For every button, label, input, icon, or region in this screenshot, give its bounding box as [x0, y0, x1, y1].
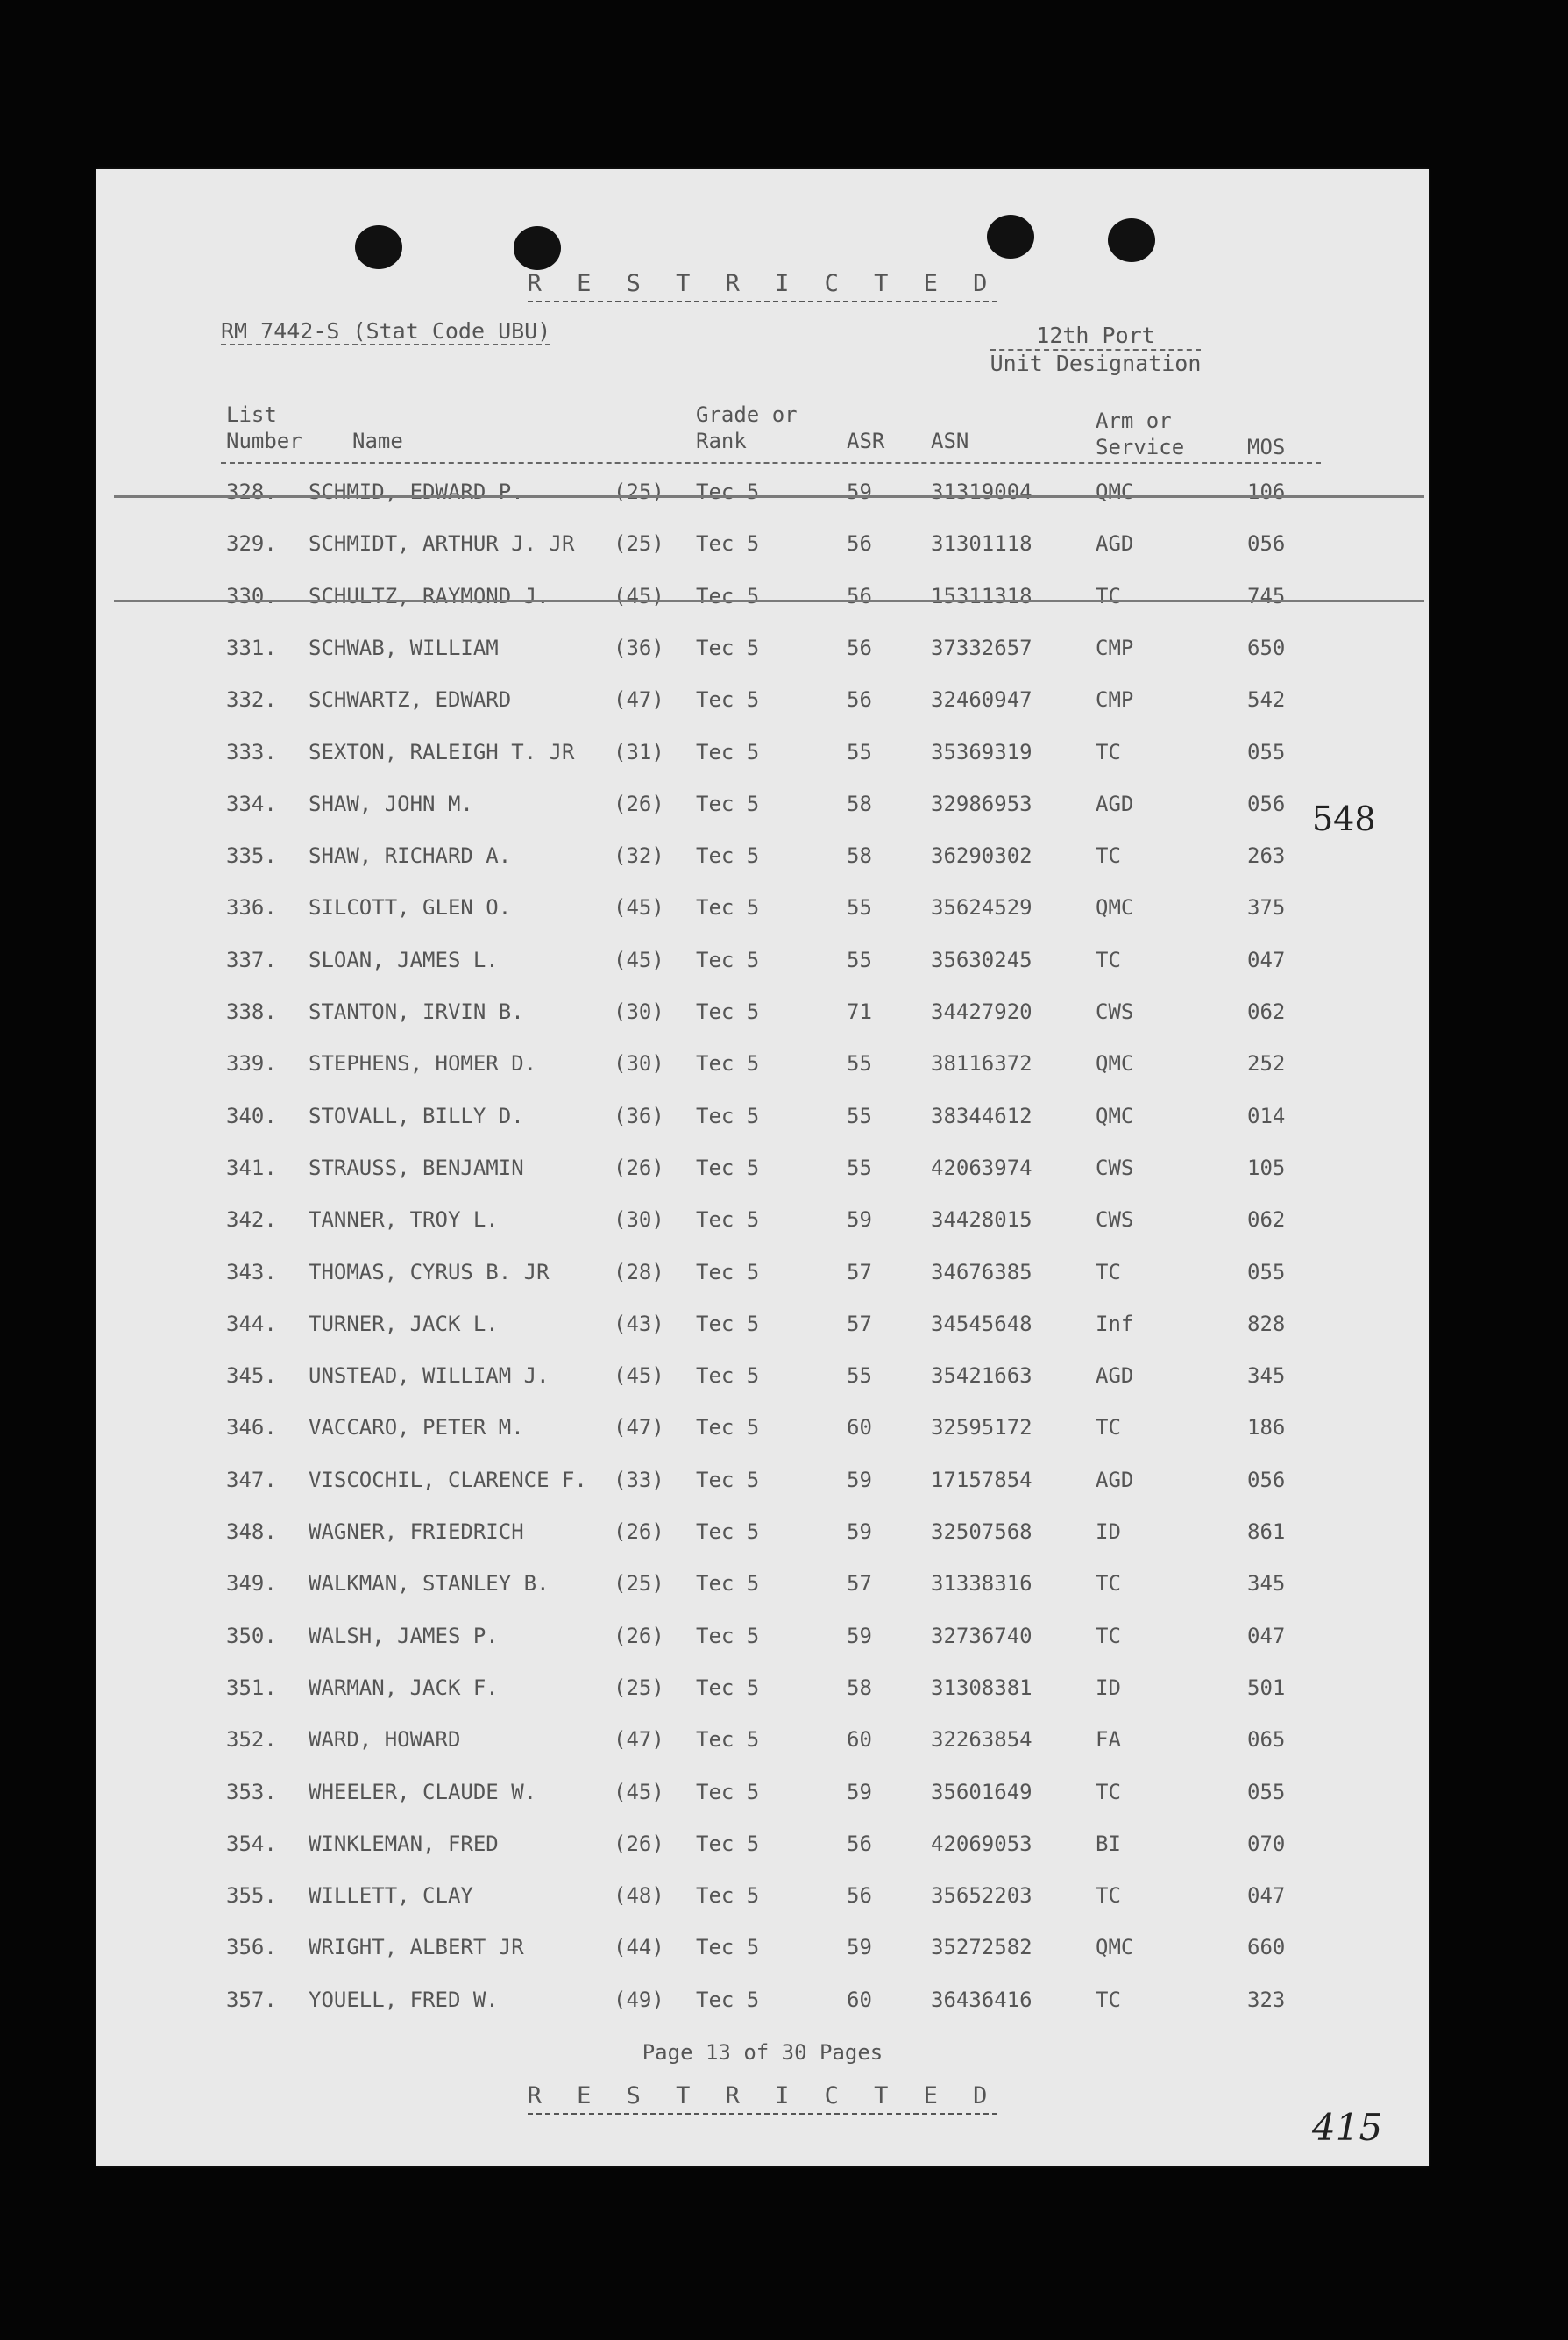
cell-name: STOVALL, BILLY D.: [309, 1104, 524, 1128]
cell-num: 338.: [226, 999, 277, 1024]
cell-mos: 861: [1247, 1519, 1286, 1544]
cell-asr: 55: [847, 1156, 872, 1180]
cell-asr: 59: [847, 1468, 872, 1492]
cell-mos: 501: [1247, 1675, 1286, 1700]
cell-name: STRAUSS, BENJAMIN: [309, 1156, 524, 1180]
cell-mos: 055: [1247, 740, 1286, 765]
cell-mos: 056: [1247, 531, 1286, 556]
cell-asn: 32263854: [931, 1727, 1032, 1752]
cell-num: 335.: [226, 843, 277, 868]
header-divider: [221, 462, 1321, 464]
cell-arm: TC: [1096, 1624, 1121, 1648]
cell-num: 352.: [226, 1727, 277, 1752]
column-header-asn: ASN: [931, 429, 969, 453]
cell-arm: QMC: [1096, 1935, 1134, 1959]
table-row: [96, 944, 1429, 979]
cell-num: 343.: [226, 1260, 277, 1284]
table-row: [96, 1152, 1429, 1187]
cell-arm: AGD: [1096, 1363, 1134, 1388]
cell-arm: QMC: [1096, 1104, 1134, 1128]
cell-asn: 35652203: [931, 1883, 1032, 1908]
cell-grade: Tec 5: [696, 1468, 760, 1492]
cell-asr: 55: [847, 895, 872, 920]
cell-age: (25): [614, 1675, 664, 1700]
cell-num: 328.: [226, 480, 277, 504]
cell-mos: 014: [1247, 1104, 1286, 1128]
cell-name: SCHMIDT, ARTHUR J. JR: [309, 531, 575, 556]
cell-asn: 34428015: [931, 1207, 1032, 1232]
cell-arm: CMP: [1096, 636, 1134, 660]
cell-arm: FA: [1096, 1727, 1121, 1752]
table-row: [96, 1672, 1429, 1707]
cell-asn: 36436416: [931, 1988, 1032, 2012]
cell-num: 340.: [226, 1104, 277, 1128]
strikethrough-line: [114, 600, 1424, 602]
cell-asn: 34545648: [931, 1312, 1032, 1336]
unit-name: 12th Port: [1036, 323, 1155, 348]
cell-mos: 055: [1247, 1780, 1286, 1804]
cell-num: 337.: [226, 948, 277, 972]
cell-asn: 32507568: [931, 1519, 1032, 1544]
cell-arm: TC: [1096, 1883, 1121, 1908]
cell-grade: Tec 5: [696, 1363, 760, 1388]
cell-name: VISCOCHIL, CLARENCE F.: [309, 1468, 587, 1492]
handwritten-page-number: 415: [1312, 2106, 1383, 2149]
margin-stamp-number: 548: [1312, 800, 1376, 838]
cell-arm: ID: [1096, 1675, 1121, 1700]
table-row: [96, 1100, 1429, 1135]
cell-num: 345.: [226, 1363, 277, 1388]
cell-asn: 35630245: [931, 948, 1032, 972]
cell-name: SCHWARTZ, EDWARD: [309, 687, 512, 712]
cell-num: 329.: [226, 531, 277, 556]
cell-grade: Tec 5: [696, 1727, 760, 1752]
table-row: [96, 996, 1429, 1031]
cell-num: 339.: [226, 1051, 277, 1076]
cell-grade: Tec 5: [696, 948, 760, 972]
cell-num: 350.: [226, 1624, 277, 1648]
unit-designation-block: [964, 323, 1227, 377]
cell-num: 356.: [226, 1935, 277, 1959]
cell-asn: 32460947: [931, 687, 1032, 712]
cell-arm: ID: [1096, 1519, 1121, 1544]
table-row: [96, 1360, 1429, 1395]
cell-grade: Tec 5: [696, 531, 760, 556]
cell-grade: Tec 5: [696, 1571, 760, 1596]
cell-grade: Tec 5: [696, 1260, 760, 1284]
cell-arm: TC: [1096, 1780, 1121, 1804]
table-row: [96, 892, 1429, 927]
cell-asr: 56: [847, 687, 872, 712]
cell-asn: 31338316: [931, 1571, 1032, 1596]
cell-asr: 56: [847, 1831, 872, 1856]
cell-age: (45): [614, 948, 664, 972]
cell-age: (33): [614, 1468, 664, 1492]
cell-grade: Tec 5: [696, 843, 760, 868]
cell-num: 344.: [226, 1312, 277, 1336]
cell-asn: 35601649: [931, 1780, 1032, 1804]
cell-mos: 345: [1247, 1571, 1286, 1596]
table-row: [96, 1204, 1429, 1239]
cell-grade: Tec 5: [696, 895, 760, 920]
cell-num: 346.: [226, 1415, 277, 1440]
table-row: [96, 840, 1429, 875]
cell-num: 333.: [226, 740, 277, 765]
cell-name: SHAW, JOHN M.: [309, 792, 473, 816]
cell-mos: 056: [1247, 1468, 1286, 1492]
cell-mos: 375: [1247, 895, 1286, 920]
cell-mos: 828: [1247, 1312, 1286, 1336]
punch-hole: [1108, 218, 1155, 262]
cell-age: (32): [614, 843, 664, 868]
cell-asn: 42063974: [931, 1156, 1032, 1180]
cell-asr: 59: [847, 1780, 872, 1804]
cell-grade: Tec 5: [696, 1051, 760, 1076]
cell-num: 341.: [226, 1156, 277, 1180]
cell-asr: 57: [847, 1571, 872, 1596]
cell-asr: 55: [847, 740, 872, 765]
cell-grade: Tec 5: [696, 1988, 760, 2012]
cell-arm: TC: [1096, 1571, 1121, 1596]
cell-name: WALKMAN, STANLEY B.: [309, 1571, 550, 1596]
cell-name: SCHMID, EDWARD P.: [309, 480, 524, 504]
cell-arm: BI: [1096, 1831, 1121, 1856]
cell-asr: 57: [847, 1260, 872, 1284]
cell-asn: 37332657: [931, 636, 1032, 660]
cell-asr: 59: [847, 1935, 872, 1959]
column-header-grade: Grade or Rank: [696, 402, 798, 453]
cell-grade: Tec 5: [696, 1675, 760, 1700]
cell-asr: 60: [847, 1415, 872, 1440]
table-row: [96, 1984, 1429, 2019]
cell-mos: 047: [1247, 1883, 1286, 1908]
cell-age: (45): [614, 1780, 664, 1804]
table-row: [96, 1464, 1429, 1499]
cell-arm: AGD: [1096, 531, 1134, 556]
punch-hole: [355, 225, 402, 269]
cell-name: SLOAN, JAMES L.: [309, 948, 499, 972]
cell-asr: 59: [847, 1207, 872, 1232]
cell-asr: 56: [847, 584, 872, 608]
cell-num: 353.: [226, 1780, 277, 1804]
cell-asn: 32736740: [931, 1624, 1032, 1648]
cell-arm: TC: [1096, 584, 1121, 608]
table-row: [96, 1776, 1429, 1811]
cell-mos: 542: [1247, 687, 1286, 712]
table-row: [96, 788, 1429, 823]
cell-name: YOUELL, FRED W.: [309, 1988, 499, 2012]
cell-asr: 59: [847, 1519, 872, 1544]
cell-asr: 55: [847, 1363, 872, 1388]
cell-asn: 35421663: [931, 1363, 1032, 1388]
cell-asr: 59: [847, 1624, 872, 1648]
cell-grade: Tec 5: [696, 1831, 760, 1856]
table-row: [96, 1256, 1429, 1291]
cell-age: (45): [614, 1363, 664, 1388]
cell-age: (26): [614, 1831, 664, 1856]
cell-age: (25): [614, 480, 664, 504]
cell-num: 336.: [226, 895, 277, 920]
cell-asn: 34676385: [931, 1260, 1032, 1284]
cell-name: WHEELER, CLAUDE W.: [309, 1780, 537, 1804]
cell-asn: 31301118: [931, 531, 1032, 556]
cell-name: STEPHENS, HOMER D.: [309, 1051, 537, 1076]
cell-asr: 56: [847, 1883, 872, 1908]
cell-mos: 186: [1247, 1415, 1286, 1440]
cell-num: 348.: [226, 1519, 277, 1544]
cell-arm: TC: [1096, 1988, 1121, 2012]
cell-grade: Tec 5: [696, 1312, 760, 1336]
classification-footer: R E S T R I C T E D: [96, 2082, 1429, 2109]
table-row: [96, 580, 1429, 615]
table-row: [96, 476, 1429, 511]
table-row: [96, 1412, 1429, 1447]
cell-name: SEXTON, RALEIGH T. JR: [309, 740, 575, 765]
cell-asr: 55: [847, 1104, 872, 1128]
cell-num: 334.: [226, 792, 277, 816]
cell-mos: 105: [1247, 1156, 1286, 1180]
cell-asn: 31308381: [931, 1675, 1032, 1700]
cell-age: (49): [614, 1988, 664, 2012]
cell-num: 349.: [226, 1571, 277, 1596]
cell-asr: 55: [847, 948, 872, 972]
cell-num: 347.: [226, 1468, 277, 1492]
cell-age: (25): [614, 531, 664, 556]
cell-mos: 047: [1247, 948, 1286, 972]
column-header-list-number: List Number: [226, 402, 302, 453]
cell-asr: 55: [847, 1051, 872, 1076]
cell-arm: CWS: [1096, 1156, 1134, 1180]
strikethrough-line: [114, 495, 1424, 498]
page-number: Page 13 of 30 Pages: [642, 2040, 883, 2065]
cell-mos: 323: [1247, 1988, 1286, 2012]
cell-num: 330.: [226, 584, 277, 608]
cell-age: (47): [614, 1727, 664, 1752]
cell-mos: 252: [1247, 1051, 1286, 1076]
cell-mos: 062: [1247, 1207, 1286, 1232]
cell-asn: 31319004: [931, 480, 1032, 504]
cell-name: STANTON, IRVIN B.: [309, 999, 524, 1024]
cell-mos: 745: [1247, 584, 1286, 608]
cell-num: 331.: [226, 636, 277, 660]
cell-name: UNSTEAD, WILLIAM J.: [309, 1363, 550, 1388]
cell-asn: 15311318: [931, 584, 1032, 608]
cell-age: (45): [614, 584, 664, 608]
cell-name: TANNER, TROY L.: [309, 1207, 499, 1232]
punch-hole: [987, 215, 1034, 259]
cell-arm: QMC: [1096, 480, 1134, 504]
cell-age: (26): [614, 1624, 664, 1648]
unit-designation-label: Unit Designation: [990, 351, 1202, 376]
cell-age: (31): [614, 740, 664, 765]
form-code: RM 7442-S (Stat Code UBU): [221, 318, 551, 344]
cell-age: (26): [614, 1519, 664, 1544]
cell-asr: 58: [847, 1675, 872, 1700]
table-row: [96, 1568, 1429, 1603]
cell-age: (30): [614, 1207, 664, 1232]
cell-mos: 055: [1247, 1260, 1286, 1284]
cell-name: SILCOTT, GLEN O.: [309, 895, 512, 920]
cell-name: WINKLEMAN, FRED: [309, 1831, 499, 1856]
cell-grade: Tec 5: [696, 1519, 760, 1544]
cell-num: 354.: [226, 1831, 277, 1856]
table-row: [96, 684, 1429, 719]
cell-name: WARD, HOWARD: [309, 1727, 461, 1752]
cell-asr: 59: [847, 480, 872, 504]
cell-arm: CWS: [1096, 1207, 1134, 1232]
cell-asn: 17157854: [931, 1468, 1032, 1492]
cell-age: (25): [614, 1571, 664, 1596]
cell-asn: 35272582: [931, 1935, 1032, 1959]
table-row: [96, 736, 1429, 772]
cell-arm: Inf: [1096, 1312, 1134, 1336]
cell-name: VACCARO, PETER M.: [309, 1415, 524, 1440]
cell-age: (30): [614, 999, 664, 1024]
cell-asn: 35369319: [931, 740, 1032, 765]
cell-asr: 56: [847, 531, 872, 556]
table-row: [96, 1880, 1429, 1915]
cell-grade: Tec 5: [696, 636, 760, 660]
cell-name: WALSH, JAMES P.: [309, 1624, 499, 1648]
cell-mos: 065: [1247, 1727, 1286, 1752]
cell-grade: Tec 5: [696, 740, 760, 765]
cell-name: WRIGHT, ALBERT JR: [309, 1935, 524, 1959]
cell-num: 351.: [226, 1675, 277, 1700]
cell-asn: 34427920: [931, 999, 1032, 1024]
cell-age: (26): [614, 792, 664, 816]
cell-asn: 38344612: [931, 1104, 1032, 1128]
cell-age: (43): [614, 1312, 664, 1336]
table-row: [96, 1724, 1429, 1759]
cell-mos: 650: [1247, 636, 1286, 660]
cell-mos: 062: [1247, 999, 1286, 1024]
cell-grade: Tec 5: [696, 999, 760, 1024]
cell-arm: TC: [1096, 740, 1121, 765]
cell-asr: 56: [847, 636, 872, 660]
cell-arm: AGD: [1096, 792, 1134, 816]
cell-arm: AGD: [1096, 1468, 1134, 1492]
cell-age: (48): [614, 1883, 664, 1908]
cell-grade: Tec 5: [696, 1104, 760, 1128]
cell-num: 342.: [226, 1207, 277, 1232]
cell-arm: TC: [1096, 1415, 1121, 1440]
cell-asn: 38116372: [931, 1051, 1032, 1076]
cell-asn: 42069053: [931, 1831, 1032, 1856]
cell-name: TURNER, JACK L.: [309, 1312, 499, 1336]
cell-age: (45): [614, 895, 664, 920]
cell-asr: 57: [847, 1312, 872, 1336]
cell-asr: 58: [847, 843, 872, 868]
punch-hole: [514, 226, 561, 270]
cell-asr: 71: [847, 999, 872, 1024]
cell-age: (28): [614, 1260, 664, 1284]
table-row: [96, 1516, 1429, 1551]
cell-grade: Tec 5: [696, 1415, 760, 1440]
table-row: [96, 1931, 1429, 1967]
cell-arm: QMC: [1096, 1051, 1134, 1076]
cell-asn: 35624529: [931, 895, 1032, 920]
cell-num: 357.: [226, 1988, 277, 2012]
cell-mos: 047: [1247, 1624, 1286, 1648]
cell-arm: TC: [1096, 843, 1121, 868]
cell-mos: 070: [1247, 1831, 1286, 1856]
cell-mos: 660: [1247, 1935, 1286, 1959]
document-page: [96, 169, 1429, 2166]
cell-name: WILLETT, CLAY: [309, 1883, 473, 1908]
cell-asn: 32595172: [931, 1415, 1032, 1440]
cell-arm: TC: [1096, 948, 1121, 972]
cell-arm: QMC: [1096, 895, 1134, 920]
cell-name: SCHULTZ, RAYMOND J.: [309, 584, 550, 608]
table-row: [96, 1620, 1429, 1655]
table-row: [96, 528, 1429, 563]
cell-mos: 263: [1247, 843, 1286, 868]
cell-age: (44): [614, 1935, 664, 1959]
cell-age: (36): [614, 1104, 664, 1128]
cell-grade: Tec 5: [696, 792, 760, 816]
cell-asr: 60: [847, 1727, 872, 1752]
cell-num: 355.: [226, 1883, 277, 1908]
column-header-arm-or-service: Arm or Service: [1096, 409, 1185, 459]
cell-name: SHAW, RICHARD A.: [309, 843, 512, 868]
cell-age: (47): [614, 1415, 664, 1440]
cell-grade: Tec 5: [696, 1883, 760, 1908]
cell-age: (36): [614, 636, 664, 660]
cell-num: 332.: [226, 687, 277, 712]
cell-name: SCHWAB, WILLIAM: [309, 636, 499, 660]
column-header-mos: MOS: [1247, 435, 1286, 459]
cell-grade: Tec 5: [696, 480, 760, 504]
column-header-asr: ASR: [847, 429, 885, 453]
cell-arm: TC: [1096, 1260, 1121, 1284]
cell-asr: 58: [847, 792, 872, 816]
cell-grade: Tec 5: [696, 584, 760, 608]
cell-name: WARMAN, JACK F.: [309, 1675, 499, 1700]
cell-asn: 32986953: [931, 792, 1032, 816]
table-row: [96, 1048, 1429, 1083]
classification-header: R E S T R I C T E D: [96, 270, 1429, 297]
cell-mos: 106: [1247, 480, 1286, 504]
cell-mos: 345: [1247, 1363, 1286, 1388]
cell-arm: CMP: [1096, 687, 1134, 712]
column-header-name: Name: [352, 429, 403, 453]
cell-age: (30): [614, 1051, 664, 1076]
cell-asn: 36290302: [931, 843, 1032, 868]
cell-asr: 60: [847, 1988, 872, 2012]
cell-mos: 056: [1247, 792, 1286, 816]
cell-age: (47): [614, 687, 664, 712]
cell-age: (26): [614, 1156, 664, 1180]
cell-grade: Tec 5: [696, 1156, 760, 1180]
table-row: [96, 1828, 1429, 1863]
cell-grade: Tec 5: [696, 1780, 760, 1804]
cell-grade: Tec 5: [696, 1935, 760, 1959]
cell-arm: CWS: [1096, 999, 1134, 1024]
cell-grade: Tec 5: [696, 1624, 760, 1648]
cell-grade: Tec 5: [696, 1207, 760, 1232]
cell-name: THOMAS, CYRUS B. JR: [309, 1260, 550, 1284]
table-row: [96, 1308, 1429, 1343]
table-row: [96, 632, 1429, 667]
cell-name: WAGNER, FRIEDRICH: [309, 1519, 524, 1544]
cell-grade: Tec 5: [696, 687, 760, 712]
